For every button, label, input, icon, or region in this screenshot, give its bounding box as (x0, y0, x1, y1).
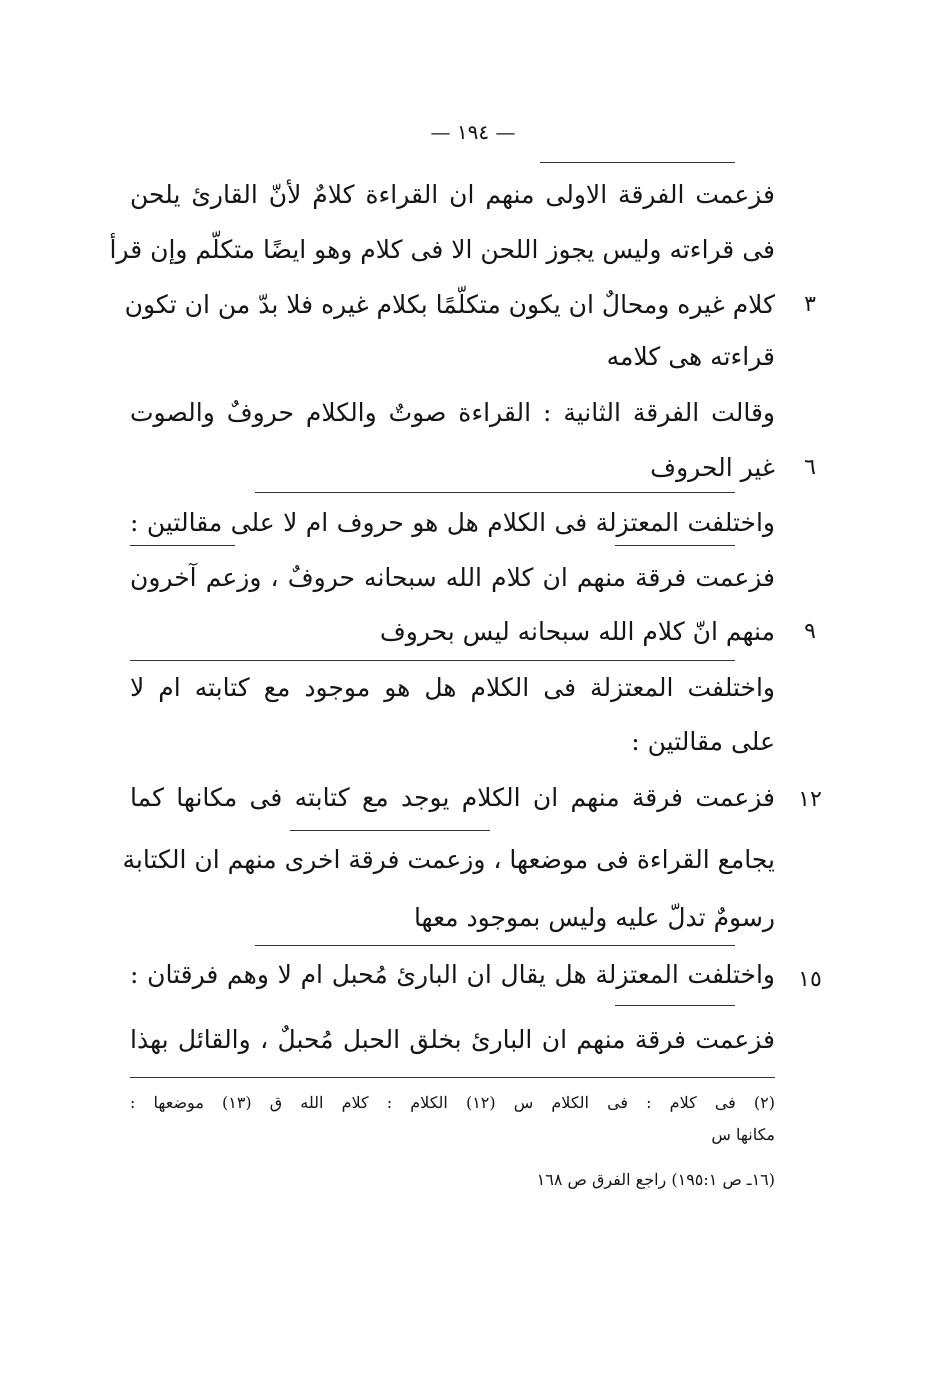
divider-rule (540, 162, 735, 163)
text-line: واختلفت المعتزلة هل يقال ان البارئ مُحبل ام لا وهم فرقتان : (130, 960, 775, 989)
divider-rule (290, 830, 490, 831)
line-number: ٦ (804, 455, 816, 480)
text-line: على مقالتين : (631, 727, 775, 756)
text-line: فزعمت فرقة منهم ان الكلام يوجد مع كتابته فى مكانها كما (130, 783, 775, 812)
text-line: فى قراءته وليس يجوز اللحن الا فى كلام وهو ايضًا متكلّم وإن قرأ (109, 235, 775, 264)
text-line: واختلفت المعتزلة فى الكلام هل هو حروف ام لا على مقالتين : (130, 508, 775, 537)
text-line: فزعمت الفرقة الاولى منهم ان القراءة كلامٌ لأنّ القارئ يلحن (130, 180, 775, 209)
line-number: ٣ (804, 292, 816, 317)
text-line: قراءته هى كلامه (606, 342, 775, 371)
line-number: ٩ (804, 619, 816, 644)
text-line: كلام غيره ومحالٌ ان يكون متكلّمًا بكلام غيره فلا بدّ من ان تكون (124, 290, 775, 319)
text-line: واختلفت المعتزلة فى الكلام هل هو موجود مع كتابته ام لا (130, 673, 775, 702)
divider-rule (255, 492, 735, 493)
footnote-line: (٢) فى كلام : فى الكلام س (١٢) الكلام : كلام الله ق (١٣) موضعها : (130, 1093, 775, 1112)
text-line: غير الحروف (650, 453, 775, 482)
text-line: فزعمت فرقة منهم ان كلام الله سبحانه حروفٌ ، وزعم آخرون (130, 563, 775, 592)
text-line: رسومٌ تدلّ عليه وليس بموجود معها (413, 903, 775, 932)
text-line: يجامع القراءة فى موضعها ، وزعمت فرقة اخرى منهم ان الكتابة (122, 845, 775, 874)
text-line: منهم انّ كلام الله سبحانه ليس بحروف (379, 617, 775, 646)
footnote-line: مكانها س (711, 1125, 775, 1144)
divider-rule (130, 660, 735, 661)
footnote-rule (130, 1077, 775, 1078)
divider-rule (615, 1005, 735, 1006)
divider-rule (255, 945, 735, 946)
source-note: (١٦ـ ص ١٩٥:١) راجع الفرق ص ١٦٨ (536, 1170, 775, 1189)
line-number: ١٢ (798, 787, 822, 812)
divider-rule (130, 545, 235, 546)
line-number: ١٥ (798, 967, 822, 992)
page-number: — ١٩٤ — (430, 120, 516, 144)
text-line: وقالت الفرقة الثانية : القراءة صوتٌ والكلام حروفٌ والصوت (130, 398, 775, 427)
text-line: فزعمت فرقة منهم ان البارئ بخلق الحبل مُحبلٌ ، والقائل بهذا (130, 1025, 775, 1054)
divider-rule (615, 545, 735, 546)
